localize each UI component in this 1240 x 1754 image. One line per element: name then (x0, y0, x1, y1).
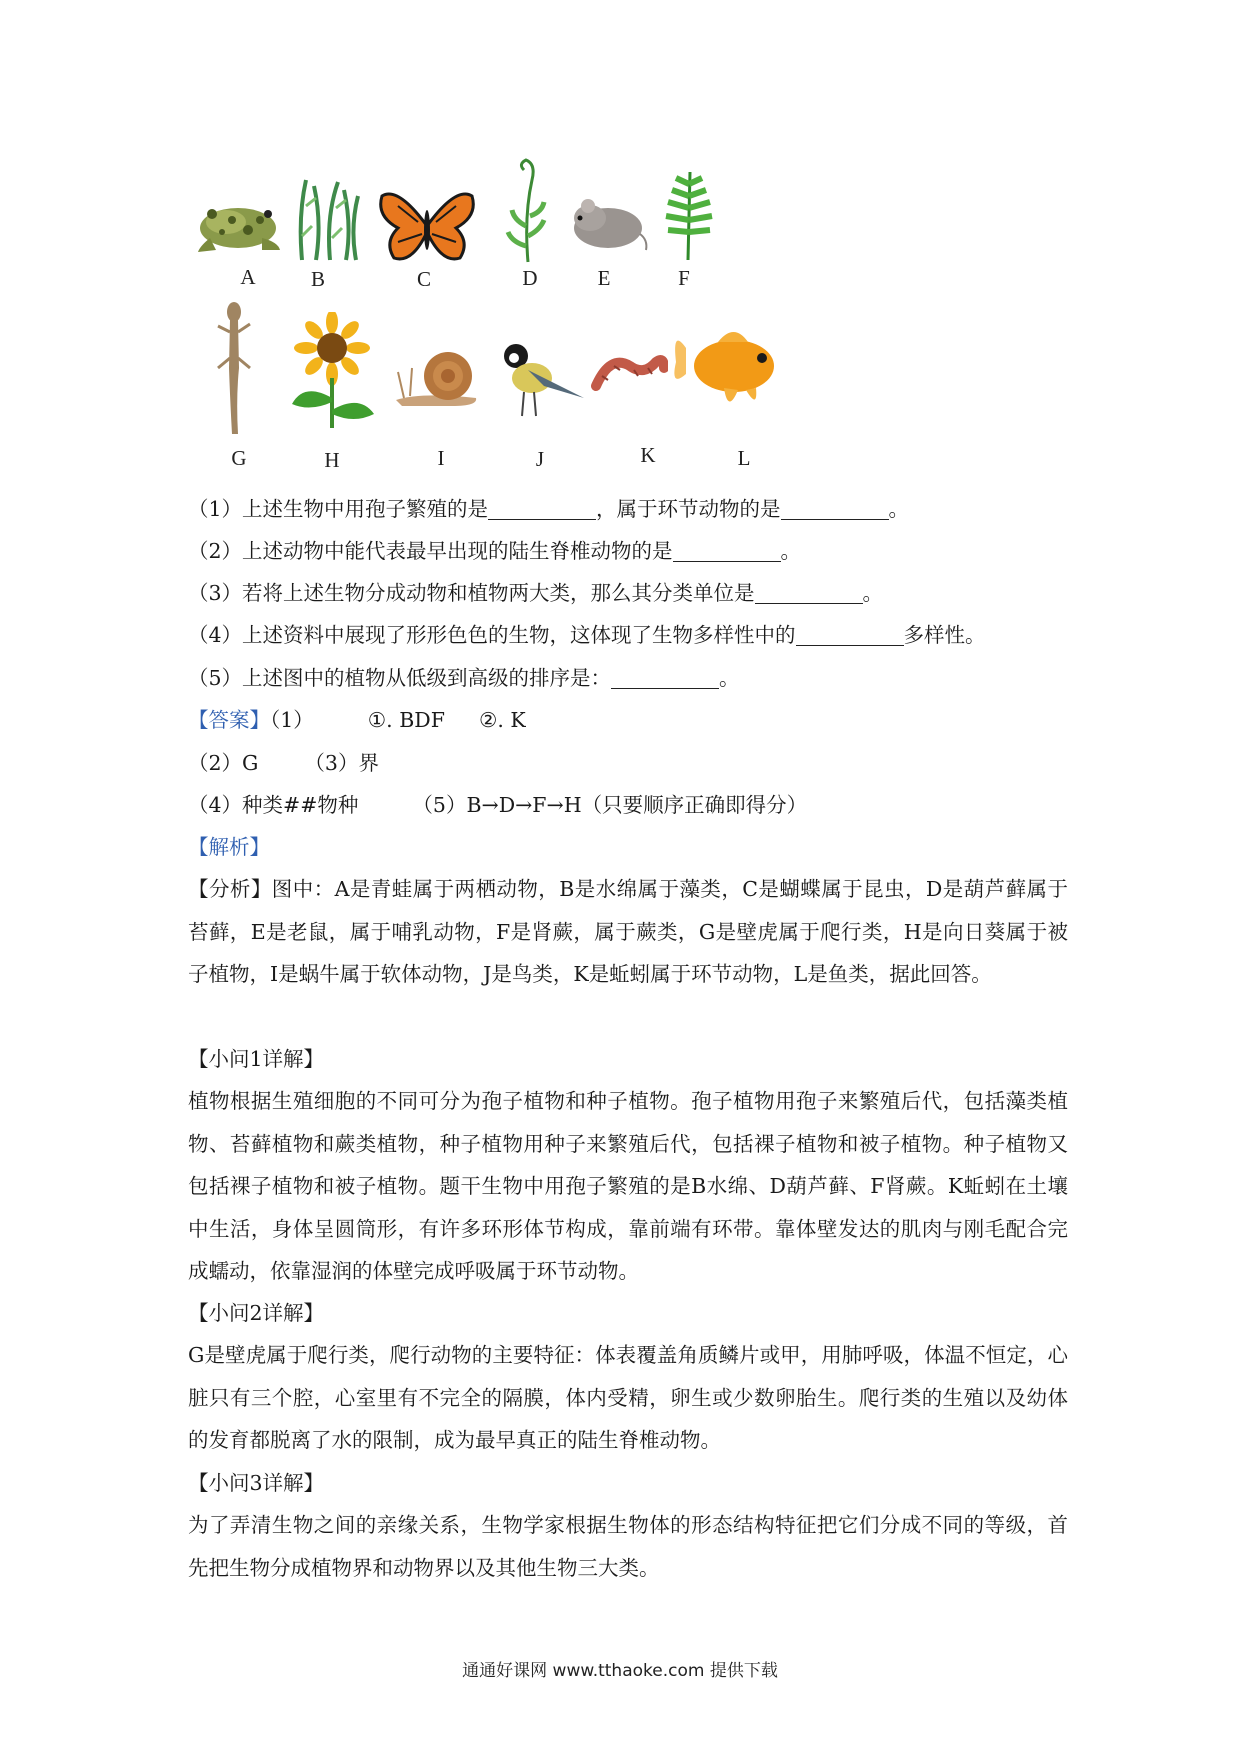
spirogyra-image (292, 176, 362, 262)
goldfish-image (668, 318, 788, 418)
answer-line-2: （2）G （3）界 (188, 751, 379, 775)
analysis-tag: 【解析】 (188, 835, 270, 859)
figure-label: K (640, 443, 656, 467)
subquestion-2-paragraph: G是壁虎属于爬行类，爬行动物的主要特征：体表覆盖角质鳞片或甲，用肺呼吸，体温不恒定，心脏只有三个腔，心室里有不完全的隔膜，体内受精，卵生或少数卵胎生。爬行类的生殖以及幼体的发育都脱离了水的限制，成为最早真正的陆生脊椎动物。 (188, 1343, 1068, 1452)
figure-label: E (597, 266, 611, 290)
gecko-image (214, 298, 254, 436)
question-5: （5）上述图中的植物从低级到高级的排序是： 。 (188, 666, 740, 690)
figure-label: A (240, 265, 256, 289)
figure-label: D (522, 266, 538, 290)
mouse-image (566, 190, 650, 252)
question-4: （4）上述资料中展现了形形色色的生物，这体现了生物多样性中的 多样性。 (188, 623, 986, 647)
question-1: （1）上述生物中用孢子繁殖的是 ，属于环节动物的是 。 (188, 497, 910, 521)
answer-blank (796, 625, 904, 646)
frog-image (192, 180, 284, 258)
answer-blank (755, 583, 863, 604)
figure-label: F (678, 266, 690, 290)
bird-image (494, 338, 586, 422)
fern-image (654, 166, 722, 262)
question-2: （2）上述动物中能代表最早出现的陆生脊椎动物的是 。 (188, 539, 802, 563)
snail-image (392, 336, 484, 408)
analysis-paragraph: 【分析】图中：A是青蛙属于两栖动物，B是水绵属于藻类，C是蝴蝶属于昆虫，D是葫芦藓属于苔藓，E是老鼠，属于哺乳动物，F是肾蕨，属于蕨类，G是壁虎属于爬行类，H是向日葵属于被子植物，I是蜗牛属于软体动物，J是鸟类，K是蚯蚓属于环节动物，L是鱼类，据此回答。 (188, 877, 1068, 986)
subquestion-3-heading: 【小问3详解】 (188, 1471, 325, 1495)
subquestion-1-paragraph: 植物根据生殖细胞的不同可分为孢子植物和种子植物。孢子植物用孢子来繁殖后代，包括藻类植物、苔藓植物和蕨类植物，种子植物用种子来繁殖后代，包括裸子植物和被子植物。种子植物又包括裸子植物和被子植物。题干生物中用孢子繁殖的是B水绵、D葫芦藓、F肾蕨。K蚯蚓在土壤中生活，身体呈圆筒形，有许多环形体节构成，靠前端有环带。靠体壁发达的肌肉与刚毛配合完成蠕动，依靠湿润的体壁完成呼吸属于环节动物。 (188, 1089, 1068, 1283)
sunflower-image (284, 312, 380, 430)
figure-label: G (231, 446, 247, 470)
subquestion-2-heading: 【小问2详解】 (188, 1301, 325, 1325)
figure-label: H (324, 448, 340, 472)
figure-label: I (437, 446, 445, 470)
butterfly-image (378, 186, 476, 266)
figure-label: L (737, 446, 751, 470)
answer-tag: 【答案】 (188, 708, 270, 732)
figure-label: J (535, 447, 545, 471)
moss-image (502, 156, 552, 264)
page-footer: 通通好课网 www.tthaoke.com 提供下载 (462, 1661, 778, 1681)
subquestion-1-heading: 【小问1详解】 (188, 1047, 325, 1071)
question-3: （3）若将上述生物分成动物和植物两大类，那么其分类单位是 。 (188, 581, 884, 605)
answer-blank (781, 499, 889, 520)
subquestion-3-paragraph: 为了弄清生物之间的亲缘关系，生物学家根据生物体的形态结构特征把它们分成不同的等级，首先把生物分成植物界和动物界以及其他生物三大类。 (188, 1513, 1068, 1580)
answer-line-3: （4）种类##物种 （5）B→D→F→H（只要顺序正确即得分） (188, 793, 808, 817)
answer-blank (673, 541, 781, 562)
earthworm-image (590, 346, 668, 404)
answer-blank (611, 668, 719, 689)
answer-blank (488, 499, 596, 520)
answer-line-1: 【答案】（1） ①. BDF ②. K (188, 708, 526, 732)
figure-label: B (310, 267, 325, 291)
figure-label: C (416, 267, 431, 291)
